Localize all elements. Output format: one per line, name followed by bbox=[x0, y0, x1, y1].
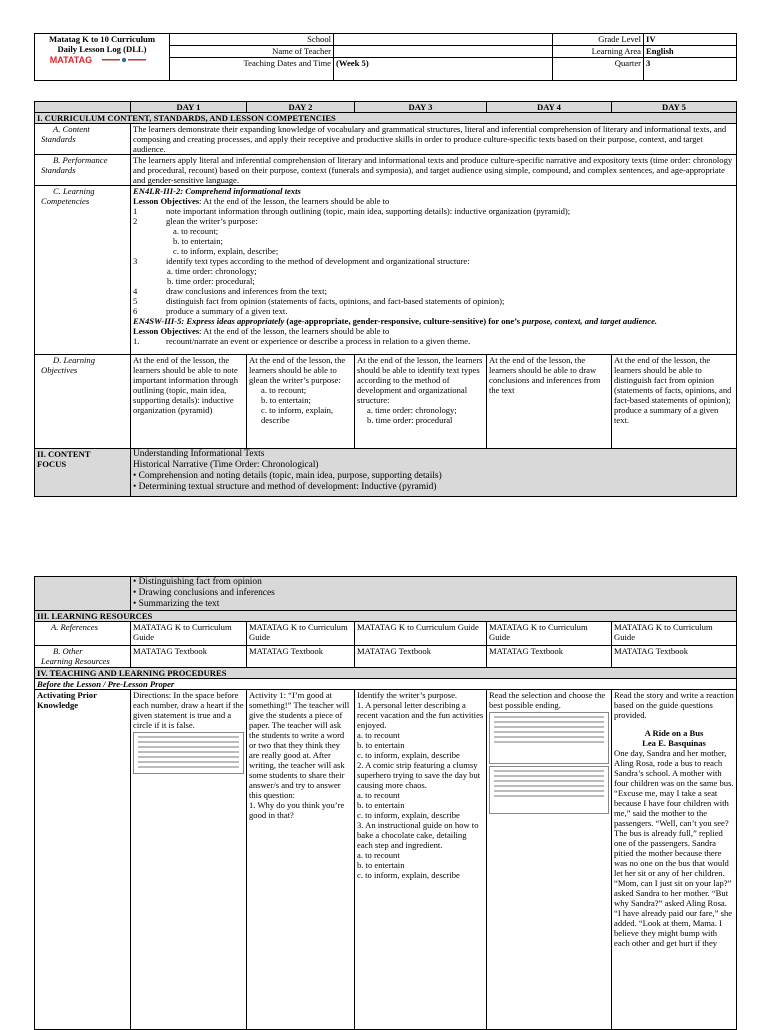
objective-4-text: draw conclusions and inferences from the text; bbox=[166, 286, 327, 296]
day3-item: 2. A comic strip featuring a clumsy superhero trying to save the day but causing more chaos. bbox=[357, 760, 481, 790]
content-focus-continued-label bbox=[35, 577, 131, 611]
school-value[interactable] bbox=[334, 34, 553, 46]
objective-7-text: recount/narrate an event or experience or describe a process in relation to a given theme. bbox=[166, 336, 471, 346]
day3-item: a. to recount bbox=[357, 790, 400, 800]
activating-day5 bbox=[612, 690, 737, 1030]
section3-title: III. LEARNING RESOURCES bbox=[35, 611, 737, 622]
other-resources-label-b: Learning Resources bbox=[41, 656, 110, 666]
competency-code-1: EN4LR-III-2: Comprehend informational texts bbox=[133, 186, 301, 196]
school-label: School bbox=[170, 34, 334, 46]
day3-item: 1. A personal letter describing a recent vacation and the fun activities enjoyed. bbox=[357, 700, 484, 730]
other-resources-label bbox=[35, 646, 131, 668]
activating-day1-text: Directions: In the space before each number, draw a heart if the given statement is true and a circle if it is false. bbox=[133, 690, 244, 730]
activating-day2 bbox=[247, 690, 355, 1030]
content-focus-line5: • Distinguishing fact from opinion bbox=[133, 577, 262, 587]
content-focus-label bbox=[35, 449, 131, 497]
day1-objective: At the end of the lesson, the learners should be able to note important information through outlining (topic, main idea, supporting details): inductive organization (pyramid) bbox=[131, 355, 247, 449]
objective-5 bbox=[133, 296, 734, 306]
activating-day4-text: Read the selection and choose the best possible ending. bbox=[489, 690, 606, 710]
competency-code-2b: (age-appropriate, gender-responsive, culture-sensitive) for one’s bbox=[284, 316, 523, 326]
objective-3-text: identify text types according to the method of development and organizational structure: bbox=[166, 256, 470, 266]
content-focus-line2: Historical Narrative (Time Order: Chronological) bbox=[133, 460, 319, 470]
objective-7 bbox=[133, 336, 734, 346]
grade-value[interactable]: IV bbox=[644, 34, 737, 46]
day5-objective: At the end of the lesson, the learners should be able to distinguish fact from opinion (statements of facts, opinions, and fact-based statements of opinion); produce a summary of a given text. bbox=[612, 355, 737, 449]
competency-code-2a: EN4SW-III-5: Express ideas appropriately bbox=[133, 316, 285, 326]
lesson-table-page2 bbox=[34, 576, 737, 1030]
day-header-5: DAY 5 bbox=[612, 102, 737, 113]
other-resources-day1: MATATAG Textbook bbox=[131, 646, 247, 668]
objective-3 bbox=[133, 256, 734, 266]
dll-title-line2: Daily Lesson Log (DLL) bbox=[57, 44, 147, 54]
matatag-logo-text: MATATAG bbox=[49, 55, 93, 65]
content-focus-label-b: FOCUS bbox=[37, 459, 67, 469]
day3-objective-b: b. time order: procedural bbox=[367, 415, 453, 425]
content-standards-label-a: A. Content bbox=[53, 124, 90, 134]
content-focus-line6: • Drawing conclusions and inferences bbox=[133, 588, 275, 598]
objective-2c: c. to inform, explain, describe; bbox=[173, 246, 279, 256]
lesson-objectives-text-2: : At the end of the lesson, the learners should be able to bbox=[199, 326, 390, 336]
content-standards-text: The learners demonstrate their expanding knowledge of vocabulary and grammatical structures, literal and inferential comprehension of literary and informational texts, and composing and creating processes, and apply their receptive and productive skills in order to produce culture-specific texts based on their purpose, context, and target audience. bbox=[131, 124, 737, 155]
performance-standards-label bbox=[35, 155, 131, 186]
objective-5-text: distinguish fact from opinion (statements of facts, opinions, and fact-based statements of opinion); bbox=[166, 296, 505, 306]
learning-objectives-label-a: D. Learning bbox=[53, 355, 96, 365]
content-focus-line1: Understanding Informational Texts bbox=[133, 449, 265, 459]
lesson-objectives-text: : At the end of the lesson, the learners should be able to bbox=[199, 196, 390, 206]
competency-code-2 bbox=[133, 316, 734, 326]
day3-objective bbox=[355, 355, 487, 449]
day2-objective-text: At the end of the lesson, the learners should be able to glean the writer’s purpose: bbox=[249, 355, 346, 385]
day3-objective-a: a. time order: chronology; bbox=[367, 405, 457, 415]
dates-value[interactable]: (Week 5) bbox=[334, 58, 553, 81]
day-header-2: DAY 2 bbox=[247, 102, 355, 113]
objective-1-num: 1 bbox=[133, 206, 138, 216]
activating-day5-text: Read the story and write a reaction based on the guide questions provided. bbox=[614, 690, 734, 720]
references-day4: MATATAG K to Curriculum Guide bbox=[487, 622, 612, 646]
section4-title: IV. TEACHING AND LEARNING PROCEDURES bbox=[35, 668, 737, 679]
content-focus-line4: • Determining textual structure and method of development: Inductive (pyramid) bbox=[133, 482, 437, 492]
competencies-text bbox=[131, 186, 737, 355]
content-focus-continued bbox=[131, 577, 737, 611]
lesson-objectives-label: Lesson Objectives bbox=[133, 196, 200, 206]
before-lesson-label: Before the Lesson / Pre-Lesson Proper bbox=[35, 679, 737, 690]
references-day5: MATATAG K to Curriculum Guide bbox=[612, 622, 737, 646]
competency-code-2c: purpose, context, and target audience. bbox=[522, 316, 658, 326]
area-label: Learning Area bbox=[553, 46, 644, 58]
objective-1-text: note important information through outlining (topic, main idea, supporting details): inductive organization (pyramid); bbox=[166, 206, 571, 216]
content-focus-line3: • Comprehension and noting details (topic, main idea, purpose, supporting details) bbox=[133, 471, 442, 481]
objective-3-num: 3 bbox=[133, 256, 138, 266]
performance-standards-text: The learners apply literal and inferential comprehension of literary and informational texts and produce culture-specific narrative and expository texts (time order: chronology and procedural, recount) based on their purpose, context (funerals and symposia), and target audience using simple, compound, and complex sentences, and age-appropriate and gender-sensitive language. bbox=[131, 155, 737, 186]
other-resources-day5: MATATAG Textbook bbox=[612, 646, 737, 668]
other-resources-label-a: B. Other bbox=[53, 646, 83, 656]
day-header-blank bbox=[35, 102, 131, 113]
story-text: One day, Sandra and her mother, Aling Rosa, rode a bus to reach Sandra’s school. A mother with four children was on the same bus. “Excuse me, may I take a seat because I have four children with me,” said the mother to the passengers. “Well, can’t you see? The bus is already full,” replied one of the passengers. Sandra pitied the mother because there was no one on the bus that would let her sit or any of her children. “Mom, can I just sit on your lap?” asked Sandra to her mother. “But why Sandra?” asked Aling Rosa. “I have already paid our fare,” she added. “Look at them, Mama. I believe they might bump with each other and get hurt if they bbox=[614, 748, 734, 948]
teacher-label: Name of Teacher bbox=[170, 46, 334, 58]
selection-image-2 bbox=[489, 766, 609, 814]
content-focus-label-a: II. CONTENT bbox=[37, 449, 91, 459]
day2-objective bbox=[247, 355, 355, 449]
day-header-3: DAY 3 bbox=[355, 102, 487, 113]
learning-objectives-label-b: Objectives bbox=[41, 365, 78, 375]
day3-item: c. to inform, explain, describe bbox=[357, 750, 460, 760]
other-resources-day3: MATATAG Textbook bbox=[355, 646, 487, 668]
activating-prior-knowledge-label bbox=[35, 690, 131, 1030]
dll-title-cell bbox=[35, 34, 170, 81]
day2-objective-b: b. to entertain; bbox=[261, 395, 311, 405]
objective-2 bbox=[133, 216, 734, 226]
objective-2a: a. to recount; bbox=[173, 226, 219, 236]
day2-objective-c: c. to inform, explain, describe bbox=[261, 405, 334, 425]
references-label: A. References bbox=[35, 622, 131, 646]
other-resources-day2: MATATAG Textbook bbox=[247, 646, 355, 668]
lesson-objectives-2 bbox=[133, 326, 734, 336]
lesson-table-page1 bbox=[34, 101, 737, 497]
objective-1 bbox=[133, 206, 734, 216]
matatag-logo bbox=[35, 56, 169, 65]
day3-item: b. to entertain bbox=[357, 860, 405, 870]
objective-4-num: 4 bbox=[133, 286, 138, 296]
lesson-objectives-1 bbox=[133, 196, 734, 206]
references-day2: MATATAG K to Curriculum Guide bbox=[247, 622, 355, 646]
competencies-label bbox=[35, 186, 131, 355]
lesson-objectives-label-2: Lesson Objectives bbox=[133, 326, 200, 336]
objective-6-text: produce a summary of a given text. bbox=[166, 306, 288, 316]
objective-7-num: 1. bbox=[133, 336, 140, 346]
grade-label: Grade Level bbox=[553, 34, 644, 46]
objective-2-num: 2 bbox=[133, 216, 138, 226]
references-day3: MATATAG K to Curriculum Guide bbox=[355, 622, 487, 646]
day3-item: b. to entertain bbox=[357, 740, 405, 750]
day3-item: b. to entertain bbox=[357, 800, 405, 810]
performance-label-a: B. Performance bbox=[53, 155, 108, 165]
day3-item: c. to inform, explain, describe bbox=[357, 810, 460, 820]
area-value[interactable]: English bbox=[644, 46, 737, 58]
matatag-logo-mark bbox=[94, 57, 154, 63]
story-author: Lea E. Basquinas bbox=[642, 738, 706, 748]
section1-title: I. CURRICULUM CONTENT, STANDARDS, AND LESSON COMPETENCIES bbox=[35, 113, 737, 124]
day4-objective: At the end of the lesson, the learners should be able to draw conclusions and inferences from the text bbox=[487, 355, 612, 449]
activating-day3 bbox=[355, 690, 487, 1030]
day3-item: a. to recount bbox=[357, 730, 400, 740]
objective-2-text: glean the writer’s purpose: bbox=[166, 216, 258, 226]
content-standards-label bbox=[35, 124, 131, 155]
activating-day3-text: Identify the writer’s purpose. bbox=[357, 690, 458, 700]
story-title: A Ride on a Bus bbox=[644, 728, 704, 738]
competencies-label-a: C. Learning bbox=[53, 186, 95, 196]
learning-objectives-label bbox=[35, 355, 131, 449]
day-header-4: DAY 4 bbox=[487, 102, 612, 113]
quarter-label: Quarter bbox=[553, 58, 644, 81]
competencies-label-b: Competencies bbox=[41, 196, 90, 206]
activating-day4 bbox=[487, 690, 612, 1030]
activating-day2-question: 1. Why do you think you’re good in that? bbox=[249, 800, 345, 820]
objective-6 bbox=[133, 306, 734, 316]
dates-label: Teaching Dates and Time bbox=[170, 58, 334, 81]
objective-6-num: 6 bbox=[133, 306, 138, 316]
content-focus-text bbox=[131, 449, 737, 497]
objective-4 bbox=[133, 286, 734, 296]
day3-item: a. to recount bbox=[357, 850, 400, 860]
other-resources-day4: MATATAG Textbook bbox=[487, 646, 612, 668]
day3-item: 3. An instructional guide on how to bake a chocolate cake, detailing each step and ingredient. bbox=[357, 820, 479, 850]
selection-image-1 bbox=[489, 712, 609, 764]
activating-day1 bbox=[131, 690, 247, 1030]
quarter-value[interactable]: 3 bbox=[644, 58, 737, 81]
objective-3b: b. time order: procedural; bbox=[167, 276, 255, 286]
objective-5-num: 5 bbox=[133, 296, 138, 306]
objective-2b: b. to entertain; bbox=[173, 236, 223, 246]
performance-label-b: Standards bbox=[41, 165, 76, 175]
content-standards-label-b: Standards bbox=[41, 134, 76, 144]
objective-3a: a. time order: chronology; bbox=[167, 266, 257, 276]
teacher-value[interactable] bbox=[334, 46, 553, 58]
references-day1: MATATAG K to Curriculum Guide bbox=[131, 622, 247, 646]
day3-item: c. to inform, explain, describe bbox=[357, 870, 460, 880]
true-false-worksheet-image bbox=[133, 732, 244, 774]
day3-objective-text: At the end of the lesson, the learners should be able to identify text types according to the method of development and organizational structure: bbox=[357, 355, 483, 405]
activating-day2-text: Activity 1: “I’m good at something!” The teacher will give the students a piece of paper. The teacher will ask the students to write a word or two that they think they are really good at. After writing, the teacher will ask some students to share their answer/s and try to answer this question: bbox=[249, 690, 350, 800]
activating-label-b: Knowledge bbox=[37, 700, 79, 710]
dll-title-line1: Matatag K to 10 Curriculum bbox=[49, 34, 155, 44]
header-table bbox=[34, 33, 737, 81]
day-header-1: DAY 1 bbox=[131, 102, 247, 113]
day2-objective-a: a. to recount; bbox=[261, 385, 307, 395]
content-focus-line7: • Summarizing the text bbox=[133, 599, 220, 609]
activating-label-a: Activating Prior bbox=[37, 690, 97, 700]
